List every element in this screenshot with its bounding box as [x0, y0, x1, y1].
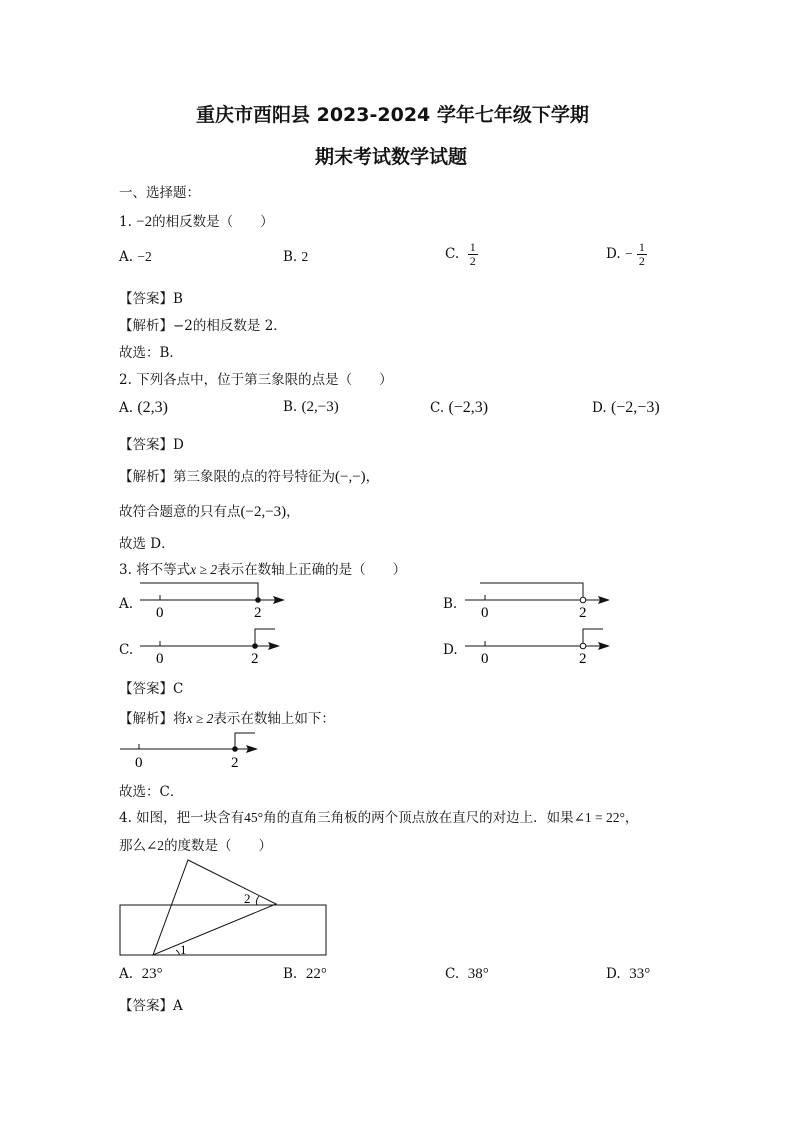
range-bracket: [140, 583, 258, 600]
q2-conclusion: 故选 D．: [119, 536, 175, 552]
angle-2-arc: [256, 896, 259, 905]
analysis-number-line: [118, 728, 268, 773]
q2-analysis: [119, 465, 379, 486]
label-0: 0: [481, 605, 489, 621]
open-dot: [580, 597, 586, 603]
q1-option-d: [606, 241, 647, 268]
q1-option-b-label: B.: [283, 249, 298, 265]
q2-option-b-value: (2,−3): [301, 399, 339, 415]
q1-conclusion: 故选：B．: [119, 345, 183, 361]
q4-option-d-value: 33°: [629, 966, 651, 982]
q1-answer: 【答案】B: [119, 291, 183, 307]
number-line-d: [460, 624, 620, 669]
label-0: 0: [481, 651, 489, 667]
open-dot: [580, 643, 586, 649]
solid-dot: [255, 597, 261, 603]
q1-option-d-fraction: [637, 241, 647, 268]
q1-option-c-fraction: [468, 241, 478, 268]
analysis-text: 第三象限的点的符号特征为: [173, 469, 335, 485]
analysis-post: 表示在数轴上如下：: [213, 711, 335, 727]
q4-option-b-value: 22°: [305, 966, 327, 982]
q2-option-a-label: A.: [119, 400, 134, 416]
q3-option-b-label: B.: [443, 596, 458, 612]
q4-stem-end: ，: [624, 810, 639, 826]
ruler: [120, 905, 326, 955]
solid-dot: [252, 643, 258, 649]
fraction-denominator: 2: [638, 254, 645, 268]
q2-option-c: [430, 399, 488, 417]
q4-answer: 【答案】A: [119, 998, 183, 1014]
q4-option-a-value: 23°: [141, 966, 163, 982]
q1-option-c-label: C.: [445, 246, 460, 262]
q2-option-d-value: (−2,−3): [610, 399, 660, 416]
q2-option-b-label: B.: [283, 399, 298, 415]
analysis-heading: 【解析】: [119, 318, 173, 334]
q2-option-a-value: (2,3): [137, 399, 168, 416]
range-bracket: [480, 583, 583, 600]
q4-option-a-label: A.: [119, 966, 134, 982]
q1-stem: [119, 210, 274, 231]
q4-stem-pre: 那么: [119, 838, 146, 854]
q2-option-d-label: D.: [592, 400, 607, 416]
q4-option-c: [445, 966, 489, 983]
analysis-math: x ≥ 2: [186, 711, 214, 726]
analysis-heading: 【解析】: [119, 469, 173, 485]
q3-conclusion: 故选：C．: [119, 784, 184, 800]
q1-option-d-label: D.: [606, 246, 621, 262]
q1-option-a-label: A.: [119, 249, 134, 265]
q1-option-d-sign: −: [624, 246, 633, 261]
triangle: [153, 860, 276, 955]
q3-option-c-label: C.: [119, 642, 134, 658]
solid-dot: [232, 746, 238, 752]
q1-option-b-value: 2: [301, 249, 309, 264]
q3-answer: 【答案】C: [119, 681, 184, 697]
number-line-c: [135, 624, 295, 669]
q1-value: −2: [136, 214, 153, 230]
section-heading: 一、选择题：: [119, 185, 200, 201]
fraction-numerator: 1: [469, 240, 476, 254]
label-angle-2: 2: [244, 891, 251, 906]
q4-option-d: [606, 966, 650, 983]
q2-answer: 【答案】D: [119, 437, 184, 453]
title-line-1: 重庆市酉阳县 2023-2024 学年七年级下学期: [196, 104, 589, 126]
label-0: 0: [135, 755, 143, 771]
q4-condition: ∠1 = 22°: [573, 810, 625, 825]
q2-option-c-label: C.: [430, 400, 445, 416]
q4-option-a: [119, 966, 163, 983]
q1-number: 1.: [119, 214, 132, 230]
q1-analysis: [119, 314, 287, 334]
q4-stem-pre: 4. 如图，把一块含有: [119, 810, 245, 826]
q4-figure: [118, 855, 333, 965]
q1-stem-text: 的相反数是（ ）: [152, 214, 274, 230]
label-2: 2: [579, 651, 587, 667]
q3-stem-post: 表示在数轴上正确的是（ ）: [217, 562, 407, 578]
analysis-sign: (−,−): [335, 469, 366, 485]
q4-option-c-label: C.: [445, 966, 460, 982]
q1-option-c: [445, 241, 478, 268]
label-2: 2: [579, 605, 587, 621]
q4-stem-line2: [119, 834, 272, 854]
analysis-point: (−2,−3): [240, 504, 287, 520]
q4-option-d-label: D.: [606, 966, 621, 982]
q3-analysis: [119, 707, 335, 727]
analysis-tail: ，: [365, 469, 380, 485]
q2-option-b: [283, 399, 339, 416]
q2-option-a: [119, 399, 168, 417]
q4-angle: 45°: [244, 810, 264, 825]
q1-option-a-value: −2: [137, 249, 152, 264]
number-line-b: [460, 578, 620, 623]
q3-option-a-label: A.: [119, 596, 134, 612]
label-angle-1: 1: [180, 942, 187, 957]
q4-angle-2: ∠2: [146, 838, 165, 853]
q4-option-c-value: 38°: [467, 966, 489, 982]
q4-stem-line1: [119, 806, 638, 826]
q3-stem-math: x ≥ 2: [190, 562, 218, 577]
analysis-text: −2的相反数是 2．: [173, 318, 287, 334]
q2-stem: 2. 下列各点中，位于第三象限的点是（ ）: [119, 372, 393, 388]
angle-1-arc: [176, 950, 179, 955]
q4-stem-mid: 角的直角三角板的两个顶点放在直尺的对边上．如果: [263, 810, 574, 826]
q2-option-c-value: (−2,3): [448, 399, 489, 416]
q2-option-d: [592, 399, 660, 417]
analysis-pre: 将: [173, 711, 187, 727]
q4-option-b-label: B.: [283, 966, 298, 982]
range-bracket: [235, 733, 255, 749]
q3-stem-pre: 3. 将不等式: [119, 562, 191, 578]
q4-stem-post: 的度数是（ ）: [164, 838, 273, 854]
fraction-denominator: 2: [469, 254, 476, 268]
analysis-heading: 【解析】: [119, 711, 173, 727]
number-line-a: [135, 578, 295, 623]
label-2: 2: [254, 605, 262, 621]
label-0: 0: [156, 651, 164, 667]
label-2: 2: [251, 651, 259, 667]
q1-option-b: [283, 249, 308, 265]
q3-option-d-label: D.: [443, 642, 458, 658]
q2-analysis-line2: [119, 500, 300, 521]
label-0: 0: [156, 605, 164, 621]
fraction-numerator: 1: [638, 240, 645, 254]
title-line-2: 期末考试数学试题: [315, 146, 468, 168]
label-2: 2: [231, 755, 239, 771]
q4-option-b: [283, 966, 327, 983]
analysis-text: 故符合题意的只有点: [119, 504, 241, 520]
analysis-tail: ，: [286, 504, 300, 520]
q1-option-a: [119, 249, 152, 265]
q3-stem: [119, 558, 406, 578]
